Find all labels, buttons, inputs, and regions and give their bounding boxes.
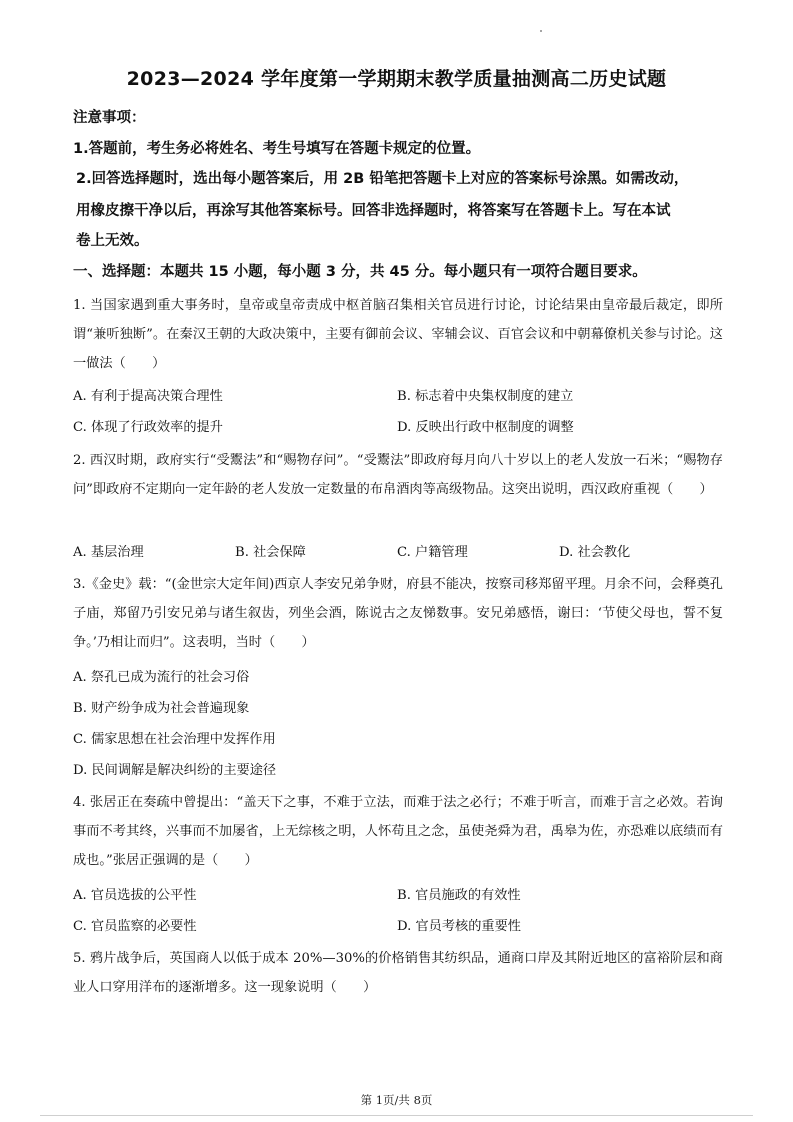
question-1-option-b[interactable]: B. 标志着中央集权制度的建立 (397, 389, 574, 404)
question-3-option-a[interactable]: A. 祭孔已成为流行的社会习俗 (73, 670, 250, 685)
question-2-option-a[interactable]: A. 基层治理 (73, 545, 144, 560)
question-2-option-b[interactable]: B. 社会保障 (235, 545, 306, 560)
page-number: 第 1页/共 8页 (360, 1093, 433, 1107)
notice-item-2-line-2: 用橡皮擦干净以后，再涂写其他答案标号。回答非选择题时，将答案写在答题卡上。写在本试 (76, 203, 671, 219)
scan-speck (540, 30, 542, 32)
notice-item-1: 1.答题前，考生务必将姓名、考生号填写在答题卡规定的位置。 (73, 141, 481, 157)
notice-item-2-line-3: 卷上无效。 (76, 233, 149, 249)
exam-title: 2023—2024 学年度第一学期期末教学质量抽测高二历史试题 (126, 68, 667, 90)
question-1-stem: 1. 当国家遇到重大事务时，皇帝或皇帝责成中枢首脑召集相关官员进行讨论，讨论结果由皇帝最后裁定，即所谓“兼听独断”。在秦汉王朝的大政决策中，主要有御前会议、宰辅会议、百官会议和中朝幕僚机关参与讨论。这一做法（ ） (73, 298, 723, 371)
question-5-stem: 5. 鸦片战争后，英国商人以低于成本 20%—30%的价格销售其纺织品，通商口岸及其附近地区的富裕阶层和商业人口穿用洋布的逐渐增多。这一现象说明（ ） (73, 951, 723, 995)
question-4-option-c[interactable]: C. 官员监察的必要性 (73, 919, 197, 934)
question-3-option-c[interactable]: C. 儒家思想在社会治理中发挥作用 (73, 732, 276, 747)
question-2-stem: 2. 西汉时期，政府实行“受鬻法”和“赐物存问”。“受鬻法”即政府每月向八十岁以上的老人发放一石米；“赐物存问”即政府不定期向一定年龄的老人发放一定数量的布帛酒肉等高级物品。这突出说明，西汉政府重视（ ） (73, 453, 723, 497)
question-3-option-b[interactable]: B. 财产纷争成为社会普遍现象 (73, 701, 250, 716)
question-3-stem: 3.《金史》载：“(金世宗大定年间)西京人李安兄弟争财，府县不能决，按察司移郑留平理。月余不问，会释奠孔子庙，郑留乃引安兄弟与诸生叙齿，列坐会酒，陈说古之友悌数事。安兄弟感悟，谢曰：‘节使父母也，誓不复争。’乃相让而归”。这表明，当时（ ） (73, 577, 723, 650)
question-1-option-a[interactable]: A. 有利于提高决策合理性 (73, 389, 223, 404)
section-heading: 一、选择题：本题共 15 小题，每小题 3 分，共 45 分。每小题只有一项符合题目要求。 (73, 264, 647, 280)
question-1-option-c[interactable]: C. 体现了行政效率的提升 (73, 420, 223, 435)
question-1-option-d[interactable]: D. 反映出行政中枢制度的调整 (397, 420, 574, 435)
notice-heading: 注意事项： (73, 110, 146, 126)
question-4-option-b[interactable]: B. 官员施政的有效性 (397, 888, 521, 903)
question-3-option-d[interactable]: D. 民间调解是解决纠纷的主要途径 (73, 763, 277, 778)
question-4-option-d[interactable]: D. 官员考核的重要性 (397, 919, 521, 934)
footer-divider (40, 1115, 753, 1116)
notice-item-2-line-1: 2.回答选择题时，选出每小题答案后，用 2B 铅笔把答题卡上对应的答案标号涂黑。如需改动， (76, 171, 689, 187)
question-4-stem: 4. 张居正在奏疏中曾提出：“盖天下之事，不难于立法，而难于法之必行；不难于听言，而难于言之必效。若询事而不考其终，兴事而不加屡省，上无综核之明，人怀苟且之念，虽使尧舜为君，禹皋为佐，亦恐难以底绩而有成也。”张居正强调的是（ ） (73, 795, 723, 868)
question-2-option-c[interactable]: C. 户籍管理 (397, 545, 468, 560)
question-4-option-a[interactable]: A. 官员选拔的公平性 (73, 888, 197, 903)
question-2-option-d[interactable]: D. 社会教化 (559, 545, 631, 560)
